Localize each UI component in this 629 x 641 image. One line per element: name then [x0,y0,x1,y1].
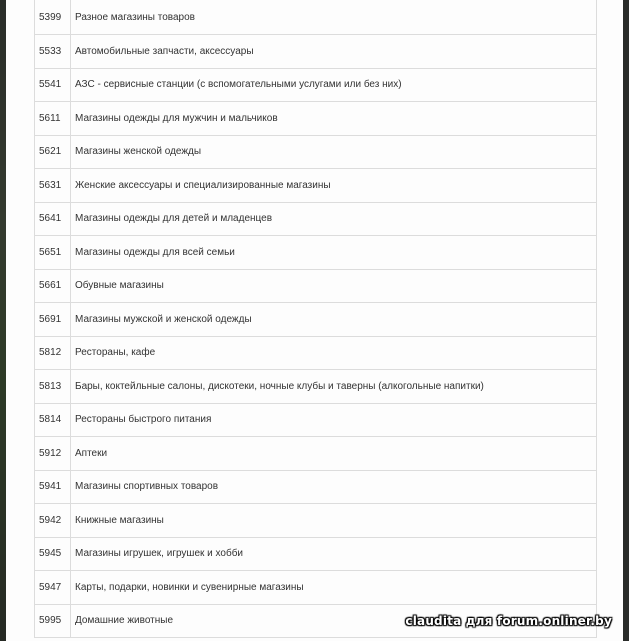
mcc-description-cell: АЗС - сервисные станции (с вспомогательными услугами или без них) [71,68,597,102]
mcc-description-cell: Магазины одежды для мужчин и мальчиков [71,102,597,136]
table-row [35,571,597,605]
table-row [35,202,597,236]
mcc-description-cell: Рестораны, кафе [71,336,597,370]
mcc-description-cell: Разное магазины товаров [71,0,597,35]
mcc-code-cell: 5611 [35,102,71,136]
mcc-description-cell: Обувные магазины [71,269,597,303]
mcc-description-cell: Магазины спортивных товаров [71,470,597,504]
mcc-description-cell: Рестораны быстрого питания [71,403,597,437]
mcc-code-cell: 5631 [35,169,71,203]
mcc-description-cell: Автомобильные запчасти, аксессуары [71,35,597,69]
mcc-code-cell: 5941 [35,470,71,504]
table-row [35,470,597,504]
mcc-code-cell: 5945 [35,537,71,571]
mcc-description-cell: Домашние животные [71,604,597,638]
mcc-code-cell: 5533 [35,35,71,69]
mcc-code-cell: 5651 [35,236,71,270]
mcc-code-cell: 5812 [35,336,71,370]
table-row [35,236,597,270]
mcc-code-cell: 5942 [35,504,71,538]
mcc-code-cell: 5912 [35,437,71,471]
mcc-description-cell: Магазины женской одежды [71,135,597,169]
table-row [35,269,597,303]
table-row [35,102,597,136]
table-row [35,68,597,102]
table-row [35,135,597,169]
mcc-description-cell: Магазины мужской и женской одежды [71,303,597,337]
table-row [35,35,597,69]
mcc-table-body [35,0,597,638]
watermark: claudita для forum.onliner.by [405,614,612,628]
mcc-code-cell: 5947 [35,571,71,605]
mcc-code-cell: 5661 [35,269,71,303]
table-row [35,0,597,35]
table-row [35,169,597,203]
mcc-code-cell: 5691 [35,303,71,337]
mcc-description-cell: Магазины одежды для всей семьи [71,236,597,270]
mcc-description-cell: Карты, подарки, новинки и сувенирные магазины [71,571,597,605]
table-row [35,537,597,571]
mcc-codes-table [34,0,597,638]
table-row [35,303,597,337]
table-row [35,370,597,404]
mcc-description-cell: Женские аксессуары и специализированные магазины [71,169,597,203]
table-row [35,403,597,437]
content-page [6,0,623,641]
background-right [623,0,629,641]
mcc-description-cell: Магазины игрушек, игрушек и хобби [71,537,597,571]
mcc-code-cell: 5813 [35,370,71,404]
mcc-description-cell: Бары, коктейльные салоны, дискотеки, ночные клубы и таверны (алкогольные напитки) [71,370,597,404]
mcc-code-cell: 5995 [35,604,71,638]
mcc-description-cell: Книжные магазины [71,504,597,538]
table-row [35,504,597,538]
table-row [35,437,597,471]
mcc-code-cell: 5541 [35,68,71,102]
table-row [35,336,597,370]
mcc-code-cell: 5814 [35,403,71,437]
mcc-code-cell: 5399 [35,0,71,35]
mcc-description-cell: Аптеки [71,437,597,471]
mcc-description-cell: Магазины одежды для детей и младенцев [71,202,597,236]
mcc-code-cell: 5621 [35,135,71,169]
mcc-code-cell: 5641 [35,202,71,236]
